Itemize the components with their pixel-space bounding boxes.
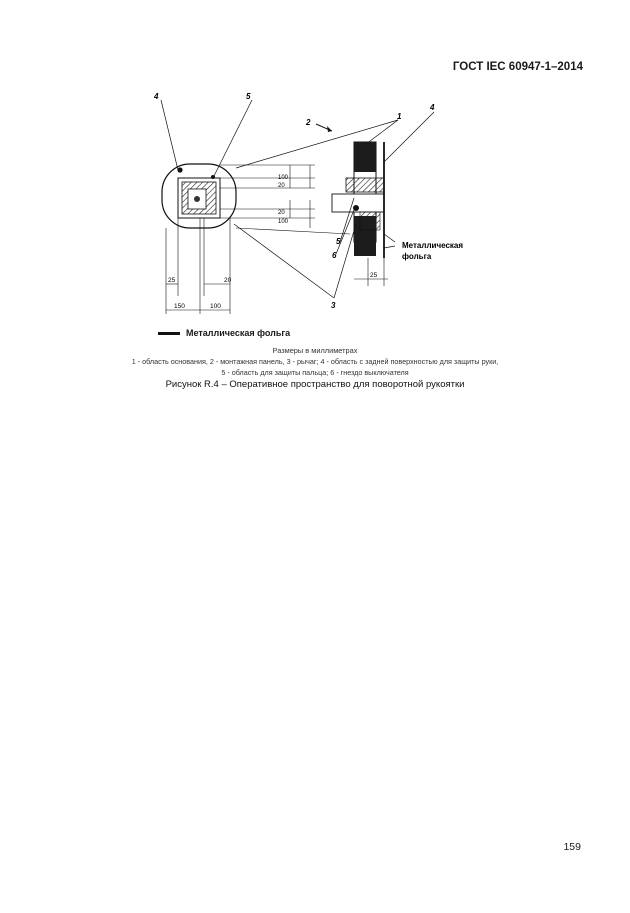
dim-20-bottom: 20: [278, 210, 285, 216]
dim-20-top: 20: [278, 183, 285, 189]
figure-title: Рисунок R.4 – Оперативное пространство для поворотной рукоятки: [165, 379, 465, 390]
callout-1: 1: [397, 112, 402, 121]
foil-legend-swatch: [158, 332, 180, 335]
legend-label: Металлическая фольга: [186, 328, 291, 338]
lever-bottom: [360, 212, 380, 230]
caption-units: Размеры в миллиметрах: [272, 346, 358, 355]
caption-key-line2: 5 - область для защиты пальца; 6 - гнездо выключателя: [221, 368, 409, 377]
dim-100-bottom: 100: [278, 219, 289, 225]
dim-100: 100: [210, 303, 221, 310]
callout-5b: 5: [336, 237, 341, 246]
dim-25: 25: [168, 277, 176, 284]
page-number: 159: [563, 841, 581, 853]
corner-marker: [177, 167, 182, 172]
switch-knob: [194, 196, 200, 202]
callout-6: 6: [332, 251, 337, 260]
document-header: ГОСТ IEC 60947-1–2014: [452, 61, 583, 73]
callout-2: 2: [306, 118, 311, 127]
callout-3: 3: [331, 301, 336, 310]
legend: [158, 328, 290, 338]
figure-r4-drawing: [140, 86, 500, 336]
foil-label-line2: фольга: [402, 252, 432, 261]
dim-25-side: 25: [370, 272, 378, 279]
callout-5: 5: [246, 92, 251, 101]
callout-4b: 4: [430, 103, 435, 112]
dim-150: 150: [174, 303, 185, 310]
caption-key-line1: 1 - область основания, 2 - монтажная панель, 3 - рычаг; 4 - область с задней поверхностью для защиты руки,: [131, 357, 499, 366]
callout-4: 4: [154, 92, 159, 101]
base-area-top: [354, 142, 376, 172]
foil-label-line1: Металлическая: [402, 241, 464, 250]
figure-svg: [140, 86, 500, 336]
lever-top: [346, 178, 384, 192]
dim-20: 20: [224, 277, 232, 284]
dim-100-top: 100: [278, 175, 289, 181]
